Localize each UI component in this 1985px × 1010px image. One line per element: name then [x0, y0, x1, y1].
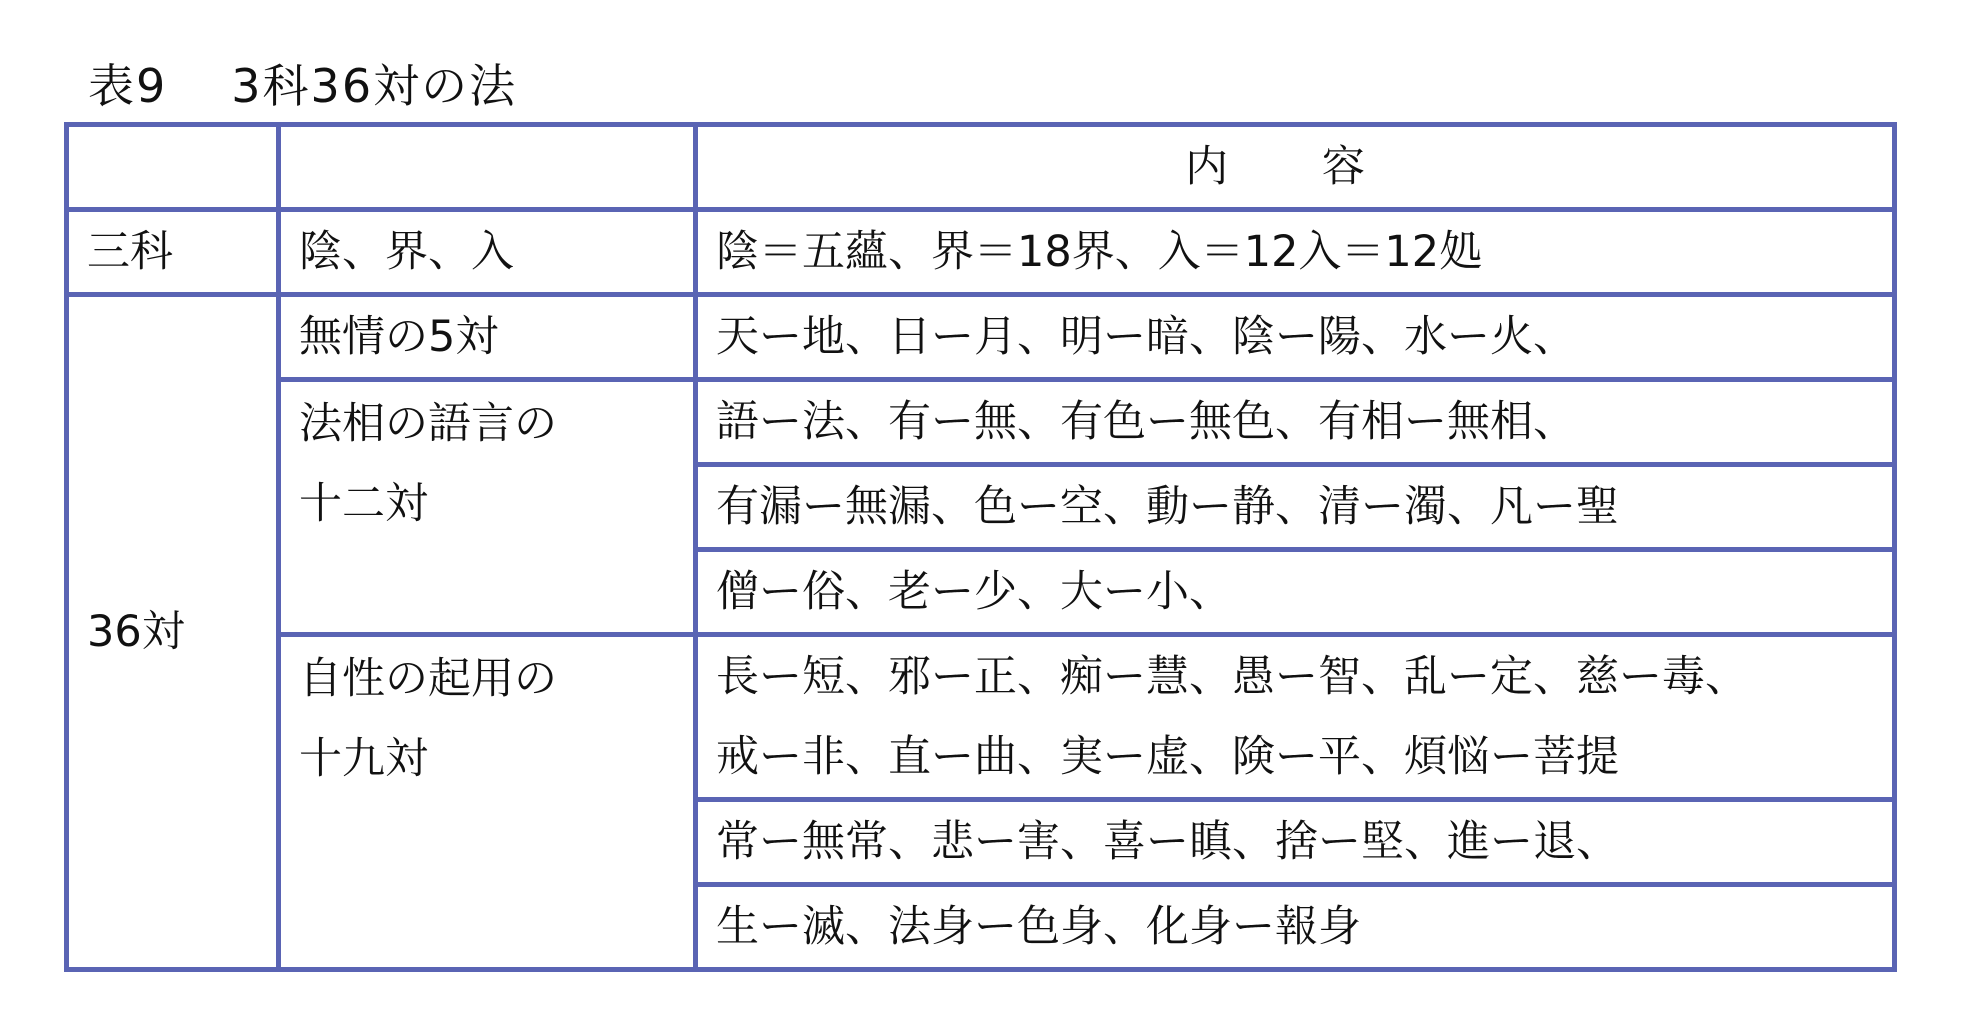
table-title [88, 50, 517, 116]
hoso-name-line1: 法相の語言の [299, 399, 557, 449]
jisho-name [279, 635, 696, 970]
dharma-table [64, 122, 1897, 972]
jisho-name-line1: 自性の起用の [299, 654, 557, 704]
table-number: 表9 [88, 59, 168, 113]
jisho-content-1-line2: 戒ー非、直ー曲、実ー虚、険ー平、煩悩ー菩提 [716, 732, 1619, 782]
jisho-content-1-line1: 長ー短、邪ー正、痴ー慧、愚ー智、乱ー定、慈ー毒、 [716, 652, 1748, 702]
header-content: 内 容 [696, 125, 1895, 210]
mujo-name: 無情の5対 [279, 295, 696, 380]
hoso-name-line2: 十二対 [299, 479, 428, 529]
sanka-content: 陰＝五蘊、界＝18界、入＝12入＝12処 [696, 210, 1895, 295]
table-row [67, 295, 1895, 380]
jisho-content-2: 常ー無常、悲ー害、喜ー瞋、捨ー堅、進ー退、 [696, 800, 1895, 885]
table-row [67, 380, 1895, 465]
table-row [67, 635, 1895, 800]
mujo-content: 天ー地、日ー月、明ー暗、陰ー陽、水ー火、 [696, 295, 1895, 380]
jisho-content-3: 生ー滅、法身ー色身、化身ー報身 [696, 885, 1895, 970]
header-cell-1 [67, 125, 279, 210]
table-title-text: 3科36対の法 [231, 59, 518, 113]
jisho-content-1 [696, 635, 1895, 800]
hoso-content-1: 語ー法、有ー無、有色ー無色、有相ー無相、 [696, 380, 1895, 465]
sanka-name: 陰、界、入 [279, 210, 696, 295]
group36-label: 36対 [67, 295, 279, 970]
table-row [67, 210, 1895, 295]
header-cell-2 [279, 125, 696, 210]
hoso-name [279, 380, 696, 635]
hoso-content-3: 僧ー俗、老ー少、大ー小、 [696, 550, 1895, 635]
header-row [67, 125, 1895, 210]
hoso-content-2: 有漏ー無漏、色ー空、動ー静、清ー濁、凡ー聖 [696, 465, 1895, 550]
jisho-name-line2: 十九対 [299, 734, 428, 784]
sanka-label: 三科 [67, 210, 279, 295]
